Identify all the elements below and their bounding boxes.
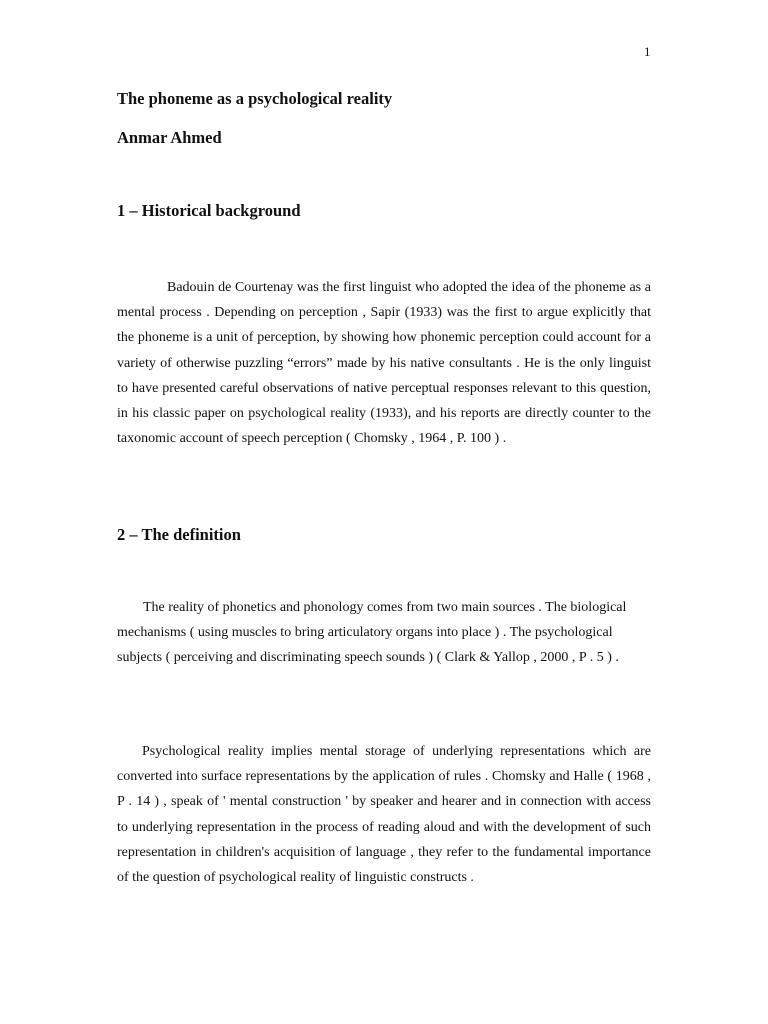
paragraph-historical-background: Badouin de Courtenay was the first linguist who adopted the idea of the phoneme as a mental process . Depending on perception , Sapir (1933) was the first to argue explicitly that the phoneme is a unit of perception, by showing how phonemic perception could account for a variety of otherwise puzzling “errors” made by his native consultants . He is the only linguist to have presented careful observations of native perceptual responses relevant to this question, in his classic paper on psychological reality (1933), and his reports are directly counter to the taxonomic account of speech perception ( Chomsky , 1964 , P. 100 ) . bbox=[117, 280, 651, 447]
page-number: 1 bbox=[644, 44, 651, 59]
document-title: The phoneme as a psychological reality bbox=[117, 89, 393, 108]
section-heading-definition: 2 – The definition bbox=[117, 525, 241, 544]
paragraph-definition-sources: The reality of phonetics and phonology comes from two main sources . The biological mechanisms ( using muscles to bring articulatory organs into place ) . The psychological subjects ( perceiving and discriminating speech sounds ) ( Clark & Yallop , 2000 , P . 5 ) . bbox=[117, 600, 627, 666]
section-heading-historical-background: 1 – Historical background bbox=[117, 201, 301, 220]
paragraph-psychological-reality: Psychological reality implies mental storage of underlying representations which are converted into surface representations by the application of rules . Chomsky and Halle ( 1968 , P . 14 ) , speak of ' mental construction ' by speaker and hearer and in connection with access to underlying representation in the process of reading aloud and with the development of such representation in children's acquisition of language , they refer to the fundamental importance of the question of psychological reality of linguistic constructs . bbox=[117, 744, 651, 886]
author-name: Anmar Ahmed bbox=[117, 128, 222, 147]
